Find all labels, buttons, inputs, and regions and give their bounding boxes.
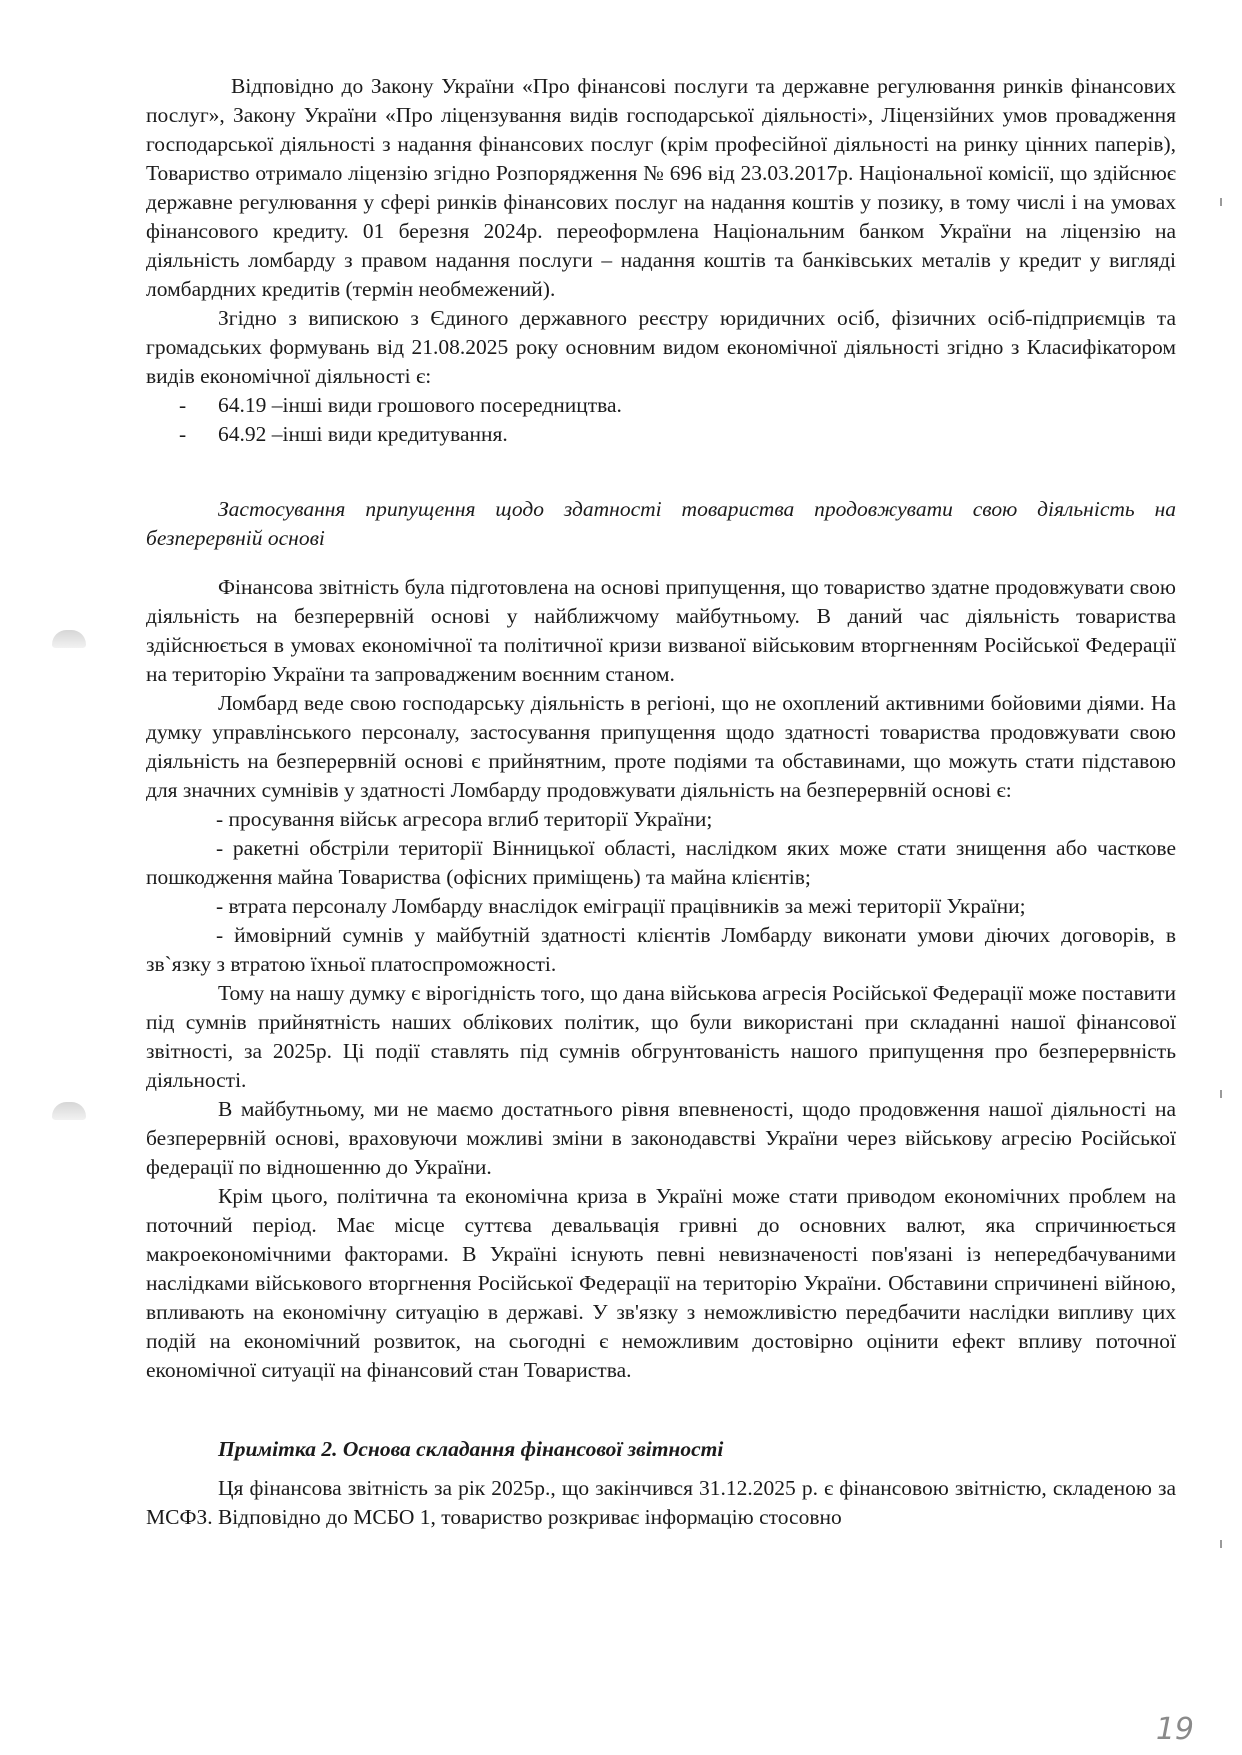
list-item: - ймовірний сумнів у майбутній здатності клієнтів Ломбарду виконати умови діючих договорів, в зв`язку з втратою їхньої платоспроможності. — [146, 923, 1176, 976]
scan-edge-mark — [1220, 1090, 1222, 1098]
paragraph-basis-of-preparation: Ця фінансова звітність за рік 2025р., що закінчився 31.12.2025 р. є фінансовою звітністю, складеною за МСФЗ. Відповідно до МСБО 1, товариство розкриває інформацію стосовно — [146, 1476, 1176, 1529]
paragraph-registry: Згідно з випискою з Єдиного державного реєстру юридичних осіб, фізичних осіб-підприємців та громадських формувань від 21.08.2025 року основним видом економічної діяльності згідно з Класифікатором видів економічної діяльності є: — [146, 306, 1176, 388]
punch-hole-top — [52, 630, 86, 648]
punch-hole-bottom — [52, 1102, 86, 1120]
section-heading-going-concern: Застосування припущення щодо здатності товариства продовжувати свою діяльність на безперервній основі — [146, 497, 1176, 550]
list-item: - ракетні обстріли території Вінницької області, наслідком яких може стати знищення або часткове пошкодження майна Товариства (офісних приміщень) та майна клієнтів; — [146, 836, 1176, 889]
scan-edge-mark — [1220, 1540, 1222, 1548]
list-item: - втрата персоналу Ломбарду внаслідок еміграції працівників за межі території України; — [216, 894, 1026, 918]
paragraph-war-impact: Тому на нашу думку є вірогідність того, що дана військова агресія Російської Федерації може поставити під сумнів прийнятність наших облікових політик, що були використані при складанні нашої фінансової звітності, за 2025р. Ці події ставлять під сумнів обгрунтованість нашого припущення про безперервність діяльності. — [146, 981, 1176, 1092]
page-number: 19 — [1155, 1712, 1194, 1747]
document-page — [146, 72, 1176, 1532]
paragraph-economic-crisis: Крім цього, політична та економічна криза в Україні може стати приводом економічних проблем на поточний період. Має місце суттєва девальвація гривні до основних валют, яка спричинюється макроекономічними факторами. В Україні існують певні невизначеності пов'язані із непередбачуваними наслідками військового вторгнення Російської Федерації на територію України. Обставини спричинені війною, впливають на економічну ситуацію в державі. У зв'язку з неможливістю передбачити наслідки випливу цих подій на економічний розвиток, на сьогодні є неможливим достовірно оцінити ефект впливу поточної економічної ситуації на фінансовий стан Товариства. — [146, 1184, 1176, 1382]
list-item: - 64.19 –інші види грошового посередництва. — [179, 393, 622, 417]
paragraph-going-concern-basis: Фінансова звітність була підготовлена на основі припущення, що товариство здатне продовжувати свою діяльність на безперервній основі у найближчому майбутньому. В даний час діяльність товариства здійснюється в умовах економічної та політичної кризи визваної військовим вторгненням Російської Федерації на територію України та запровадженим воєнним станом. — [146, 575, 1176, 686]
paragraph-risks-intro: Ломбард веде свою господарську діяльність в регіоні, що не охоплений активними бойовими діями. На думку управлінського персоналу, застосування припущення щодо здатності товариства продовжувати свою діяльність на безперервній основі є прийнятним, проте подіями та обставинами, що можуть стати підставою для значних сумнівів у здатності Ломбарду продовжувати діяльність на безперервній основі є: — [146, 691, 1176, 802]
section-heading-note-2: Примітка 2. Основа складання фінансової звітності — [218, 1437, 724, 1461]
paragraph-future-uncertainty: В майбутньому, ми не маємо достатнього рівня впевненості, щодо продовження нашої діяльності на безперервній основі, враховуючи можливі зміни в законодавстві України через військову агресію Російської федерації по відношенню до України. — [146, 1097, 1176, 1179]
paragraph-license: Відповідно до Закону України «Про фінансові послуги та державне регулювання ринків фінансових послуг», Закону України «Про ліцензування видів господарської діяльності», Ліцензійних умов провадження господарської діяльності з надання фінансових послуг (крім професійної діяльності на ринку цінних паперів), Товариство отримало ліцензію згідно Розпорядження № 696 від 23.03.2017р. Національної комісії, що здійснює державне регулювання у сфері ринків фінансових послуг на надання коштів у позику, в тому числі і на умовах фінансового кредиту. 01 березня 2024р. переоформлена Національним банком України на ліцензію на діяльність ломбарду з правом надання послуги – надання коштів та банківських металів у кредит у вигляді ломбардних кредитів (термін необмежений). — [146, 74, 1176, 301]
activity-codes-list — [146, 391, 1176, 449]
list-item: - 64.92 –інші види кредитування. — [179, 422, 508, 446]
list-item: - просування військ агресора вглиб території України; — [216, 807, 713, 831]
scan-edge-mark — [1220, 198, 1222, 206]
